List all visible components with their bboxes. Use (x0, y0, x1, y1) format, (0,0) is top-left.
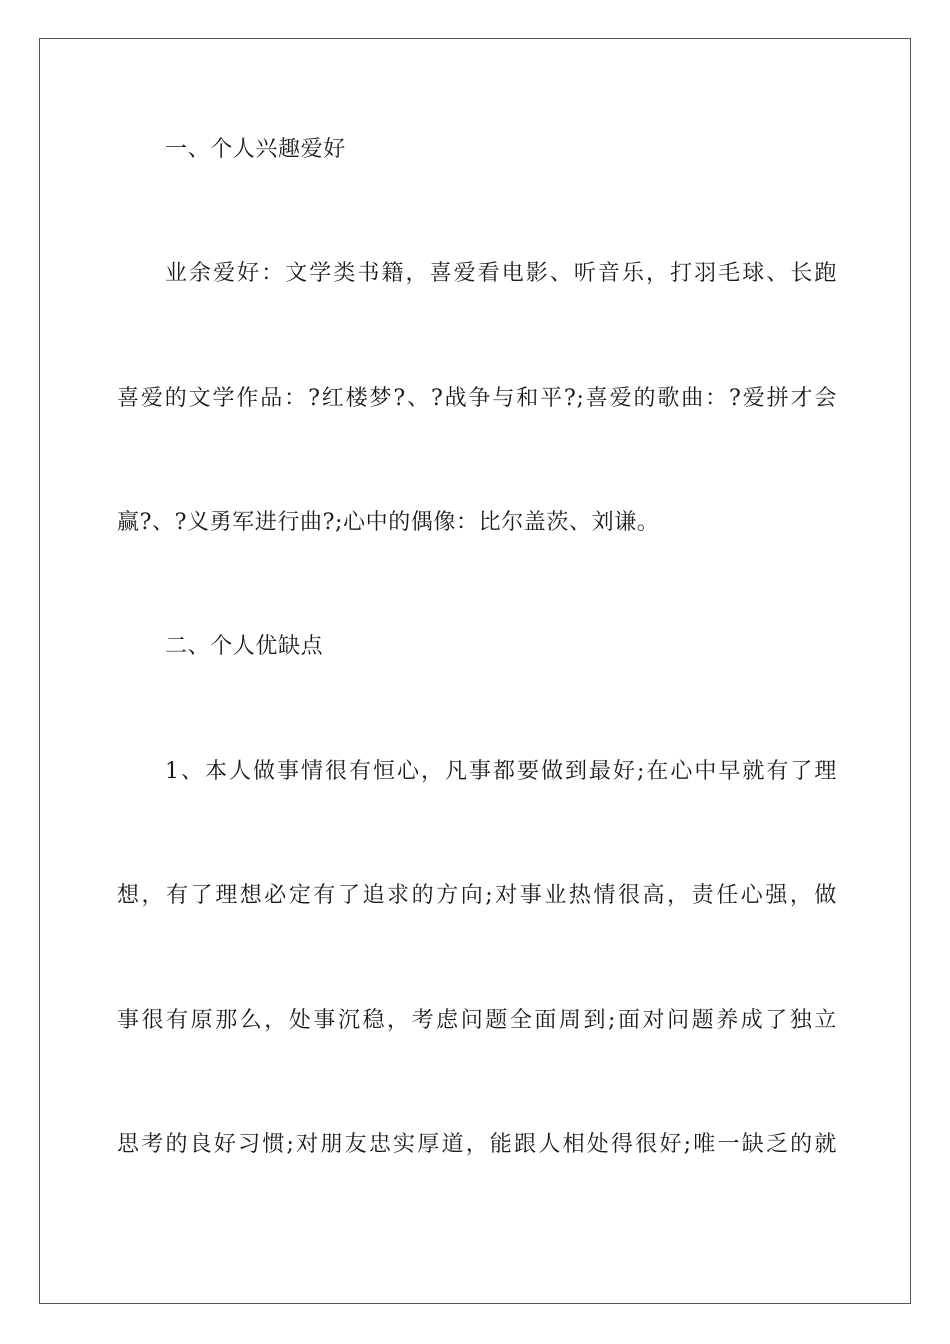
paragraph-line: 喜爱的文学作品：?红楼梦?、?战争与和平?;喜爱的歌曲：?爱拼才会 (117, 386, 837, 411)
paragraph-line: 赢?、?义勇军进行曲?;心中的偶像：比尔盖茨、刘谦。 (117, 510, 660, 535)
section-heading-hobbies: 一、个人兴趣爱好 (165, 137, 346, 162)
page-border (39, 38, 911, 1304)
paragraph-line: 业余爱好：文学类书籍，喜爱看电影、听音乐，打羽毛球、长跑 (165, 261, 837, 286)
paragraph-line: 事很有原那么，处事沉稳，考虑问题全面周到;面对问题养成了独立 (117, 1008, 837, 1033)
paragraph-line: 思考的良好习惯;对朋友忠实厚道，能跟人相处得很好;唯一缺乏的就 (117, 1132, 837, 1157)
section-heading-strengths: 二、个人优缺点 (165, 634, 324, 659)
paragraph-line: 想，有了理想必定有了追求的方向;对事业热情很高，责任心强，做 (117, 883, 837, 908)
paragraph-line: 1、本人做事情很有恒心，凡事都要做到最好;在心中早就有了理 (165, 759, 837, 784)
